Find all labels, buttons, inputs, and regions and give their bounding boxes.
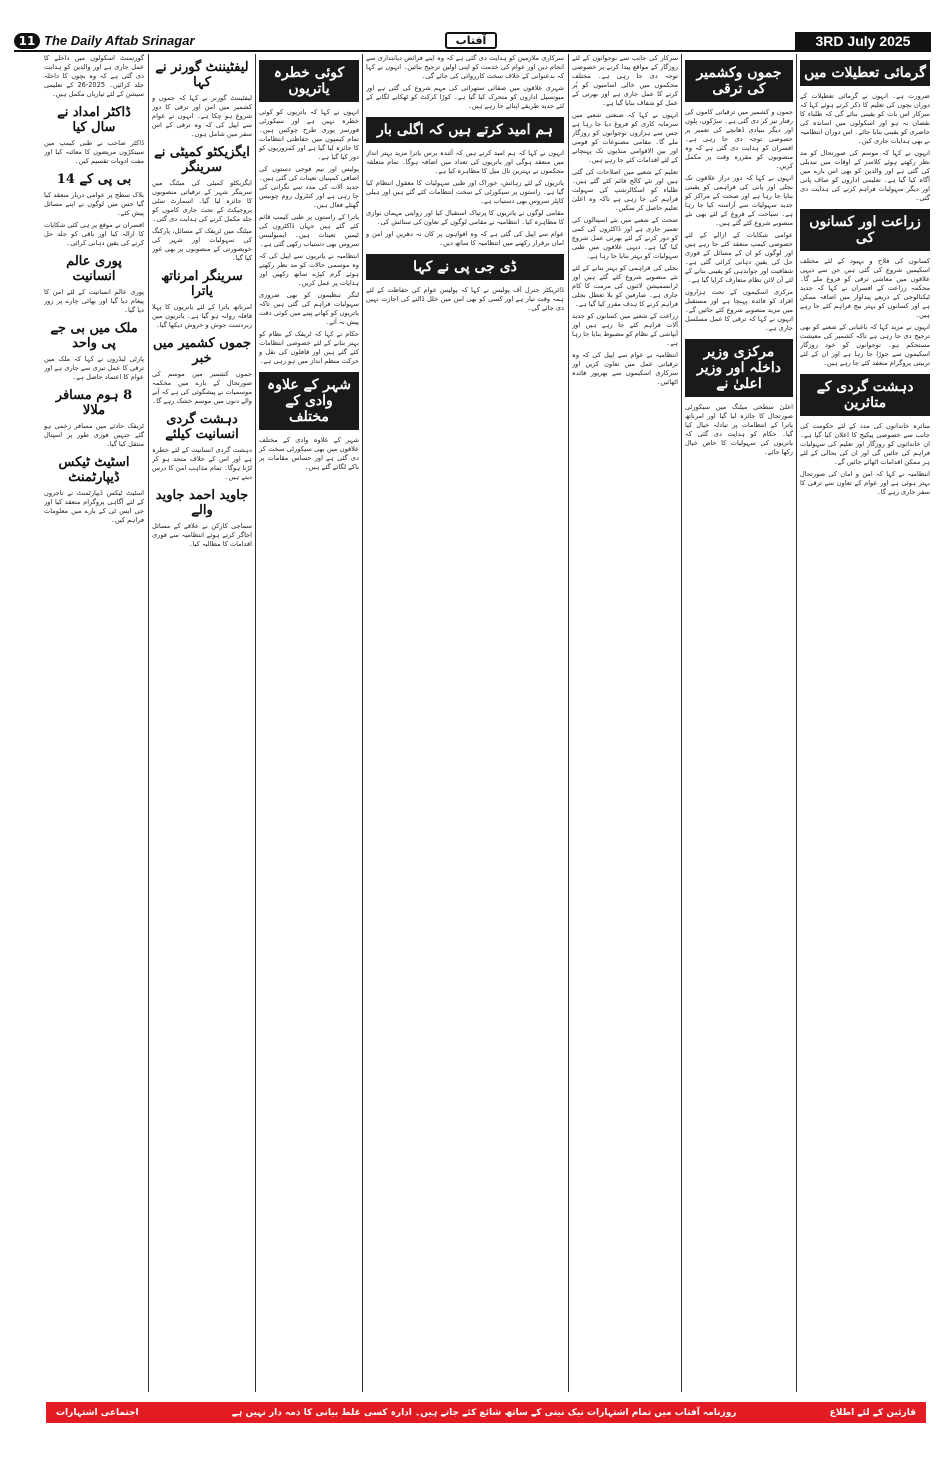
article-headline: کوئی خطرہ یاتریوں — [259, 60, 359, 102]
article-headline: دہشت گردی انسانیت کیلئے — [165, 412, 239, 442]
article-headline: ملک میں بی جے پی واحد — [50, 321, 138, 351]
column-4 — [366, 54, 564, 1392]
article-headline: لیفٹیننٹ گورنر نے کہا — [155, 60, 249, 90]
article-paragraph: انہوں نے کہا کہ موسم کی صورتحال کو مد نظر رکھتے ہوئے کلاسز کے اوقات میں تبدیلی کی گئی ہے اور والدین کو بھی اس بارے میں آگاہ کیا گیا ہے۔ تعلیمی اداروں کو صاف پانی اور دیگر سہولیات فراہم کرنے کی ہدایت دی گئی۔ — [800, 149, 930, 202]
article-paragraph: میٹنگ میں ٹریفک کے مسائل، پارکنگ کی سہولیات اور شہر کی خوبصورتی کے منصوبوں پر بھی غور کیا گیا۔ — [152, 227, 252, 262]
article-paragraph: مرکزی اسکیموں کے تحت ہزاروں افراد کو فائدہ پہنچا ہے اور مستقبل میں مزید منصوبے شروع کئے جائیں گے۔ انہوں نے کہا کہ ترقی کا عمل مسلسل جاری ہے۔ — [685, 288, 793, 332]
article-paragraph: سرکاری ملازمین کو ہدایت دی گئی ہے کہ وہ اپنے فرائض دیانتداری سے انجام دیں اور عوام کی خدمت کو اپنی اولین ترجیح بنائیں۔ انہوں نے کہا کہ بدعنوانی کے خلاف سخت کارروائی کی جائے گی۔ — [366, 54, 564, 80]
article-paragraph: زراعت کے شعبے میں کسانوں کو جدید آلات فراہم کئے جا رہے ہیں اور آبپاشی کے نظام کو مضبوط بنایا جا رہا ہے۔ — [572, 312, 678, 347]
column-3 — [572, 54, 678, 1392]
column-divider — [362, 54, 363, 1392]
bottom-notice-strip — [46, 1402, 926, 1423]
article-paragraph: لنگر تنظیموں کو بھی ضروری سہولیات فراہم کی گئی ہیں تاکہ یاتریوں کو کھانے پینے میں کوئی دقت پیش نہ آئے۔ — [259, 291, 359, 326]
column-5 — [259, 54, 359, 1392]
article-paragraph: انہوں نے کہا کہ ہم امید کرتے ہیں کہ آئندہ برس یاترا مزید بہتر انداز میں منعقد ہوگی اور یاتریوں کی تعداد میں اضافہ ہوگا۔ تمام متعلقہ محکموں نے بہترین تال میل کا مظاہرہ کیا ہے۔ — [366, 149, 564, 175]
article-headline: ڈی جی پی نے کہا — [366, 254, 564, 280]
article-headline: جموں وکشمیر کی ترقی — [685, 60, 793, 102]
article-paragraph: عوامی شکایات کے ازالے کے لئے خصوصی کیمپ منعقد کئے جا رہے ہیں اور لوگوں کو ان کے مسائل کے فوری حل کی یقین دہانی کرائی گئی ہے۔ شفافیت اور جوابدہی کو یقینی بنانے کے لئے آن لائن نظام متعارف کرایا گیا ہے۔ — [685, 231, 793, 284]
article-headline: ڈاکٹر امداد نے سال کیا — [57, 105, 131, 135]
article-paragraph: ڈاکٹر صاحب نے طبی کیمپ میں سینکڑوں مریضوں کا معائنہ کیا اور مفت ادویات تقسیم کیں۔ — [44, 139, 144, 165]
article-headline: مرکزی وزیر داخلہ اور وزیر اعلیٰ نے — [685, 339, 793, 397]
article-paragraph: یاترا کے راستوں پر طبی کیمپ قائم کئے گئے ہیں جہاں ڈاکٹروں کی ٹیمیں تعینات ہیں۔ ایمبولینس سروس بھی دستیاب رکھی گئی ہے۔ — [259, 213, 359, 248]
article-paragraph: ڈائریکٹر جنرل آف پولیس نے کہا کہ پولیس عوام کی حفاظت کے لئے ہمہ وقت تیار ہے اور کسی کو بھی امن میں خلل ڈالنے کی اجازت نہیں دی جائے گی۔ — [366, 286, 564, 312]
article-paragraph: صحت کے شعبے میں نئے اسپتالوں کی تعمیر جاری ہے اور ڈاکٹروں کی کمی کو دور کرنے کے لئے بھرتی عمل شروع کیا گیا ہے۔ دیہی علاقوں میں طبی سہولیات کو بہتر بنایا جا رہا ہے۔ — [572, 216, 678, 260]
article-headline: ایگزیکٹو کمیٹی نے سرینگر — [154, 145, 250, 175]
column-1 — [800, 54, 930, 1392]
article-paragraph: انتظامیہ نے یاتریوں سے اپیل کی کہ وہ موسمی حالات کو مد نظر رکھتے ہوئے گرم کپڑے ساتھ رکھیں اور ہدایات پر عمل کریں۔ — [259, 252, 359, 287]
column-divider — [255, 54, 256, 1392]
column-2 — [685, 54, 793, 1392]
article-paragraph: اعلیٰ سطحی میٹنگ میں سیکورٹی صورتحال کا جائزہ لیا گیا اور امرناتھ یاترا کے انتظامات پر تبادلہ خیال کیا گیا۔ حکام کو ہدایت دی گئی کہ یاتریوں کی سہولیات کا خاص خیال رکھا جائے۔ — [685, 403, 793, 456]
article-paragraph: شہر کے علاوہ وادی کے مختلف علاقوں میں بھی سیکورٹی سخت کر دی گئی ہے اور حساس مقامات پر ناکے لگائے گئے ہیں۔ — [259, 436, 359, 471]
article-headline: جموں کشمیر میں خبر — [152, 336, 252, 366]
article-headline: دہشت گردی کے متاثرین — [800, 374, 930, 416]
article-paragraph: یاتریوں کے لئے رہائش، خوراک اور طبی سہولیات کا معقول انتظام کیا گیا ہے۔ راستوں پر سیکورٹی کے سخت انتظامات کئے گئے ہیں اور ہیلی کاپٹر سروس بھی دستیاب ہے۔ — [366, 179, 564, 205]
article-headline: پوری عالم انسانیت — [66, 254, 122, 284]
article-headline: جاوید احمد جاوید والے — [155, 488, 249, 518]
column-divider — [796, 54, 797, 1392]
article-paragraph: عوام سے اپیل کی گئی ہے کہ وہ افواہوں پر کان نہ دھریں اور امن و امان برقرار رکھنے میں انتظامیہ کا ساتھ دیں۔ — [366, 230, 564, 247]
article-paragraph: انہوں نے کہا کہ صنعتی شعبے میں سرمایہ کاری کو فروغ دیا جا رہا ہے جس سے ہزاروں نوجوانوں کو روزگار ملے گا۔ مقامی مصنوعات کو قومی اور بین الاقوامی منڈیوں تک پہنچانے کے لئے اقدامات کئے جا رہے ہیں۔ — [572, 111, 678, 164]
article-paragraph: بلاک سطح پر عوامی دربار منعقد کیا گیا جس میں لوگوں نے اپنے مسائل پیش کئے۔ — [44, 191, 144, 217]
article-paragraph: پولیس اور نیم فوجی دستوں کی اضافی کمپنیاں تعینات کی گئی ہیں۔ جدید آلات کی مدد سے نگرانی کی جا رہی ہے اور کنٹرول روم چوبیس گھنٹے فعال ہیں۔ — [259, 165, 359, 209]
paper-name: The Daily Aftab Srinagar — [44, 33, 195, 48]
article-paragraph: انتظامیہ نے کہا کہ امن و امان کی صورتحال بہتر ہوئی ہے اور عوام کے تعاون سے ترقی کا سفر جاری رہے گا۔ — [800, 470, 930, 496]
article-paragraph: گورنمنٹ اسکولوں میں داخلے کا عمل جاری ہے اور والدین کو ہدایت دی گئی ہے کہ وہ بچوں کا داخلہ جلد کرائیں۔ 2025-26 کے تعلیمی سیشن کے لئے تیاریاں مکمل ہیں۔ — [44, 54, 144, 98]
article-headline: زراعت اور کسانوں کی — [800, 209, 930, 251]
article-paragraph: ٹریفک حادثے میں مسافر زخمی ہو گئے جنہیں فوری طور پر اسپتال منتقل کیا گیا۔ — [44, 422, 144, 448]
article-paragraph: شہری علاقوں میں صفائی ستھرائی کی مہم شروع کی گئی ہے اور میونسپل اداروں کو متحرک کیا گیا ہے۔ کوڑا کرکٹ کو ٹھکانے لگانے کے لئے جدید طریقے اپنائے جا رہے ہیں۔ — [366, 84, 564, 110]
article-paragraph: افسران نے موقع پر ہی کئی شکایات کا ازالہ کیا اور باقی کو جلد حل کرنے کی یقین دہانی کرائی۔ — [44, 221, 144, 247]
notice-text: روزنامہ آفتاب میں تمام اشتہارات نیک نیتی کے ساتھ شائع کئے جاتے ہیں۔ ادارہ کسی غلط بیانی کا ذمہ دار نہیں ہے — [231, 1407, 737, 1418]
article-paragraph: ایگزیکٹو کمیٹی کی میٹنگ میں سرینگر شہر کے ترقیاتی منصوبوں کا جائزہ لیا گیا۔ اسمارٹ سٹی پروجیکٹ کے تحت جاری کاموں کو جلد مکمل کرنے کی ہدایت دی گئی۔ — [152, 179, 252, 223]
column-7 — [44, 54, 144, 1392]
article-paragraph: جموں کشمیر میں موسم کی صورتحال کے بارے میں محکمہ موسمیات نے پیشگوئی کی ہے کہ آنے والے دنوں میں موسم خشک رہے گا۔ — [152, 370, 252, 405]
article-paragraph: تعلیم کے شعبے میں اصلاحات کی گئی ہیں اور نئے کالج قائم کئے گئے ہیں۔ طلباء کو اسکالرشپ کی سہولت فراہم کی جا رہی ہے تاکہ وہ اعلیٰ تعلیم حاصل کر سکیں۔ — [572, 168, 678, 212]
article-headline: شہر کے علاوہ وادی کے مختلف — [259, 372, 359, 430]
column-divider — [681, 54, 682, 1392]
article-paragraph: جموں و کشمیر میں ترقیاتی کاموں کی رفتار تیز کر دی گئی ہے۔ سڑکوں، پلوں اور دیگر بنیادی ڈھانچے کی تعمیر پر خصوصی توجہ دی جا رہی ہے۔ افسران کو ہدایت دی گئی ہے کہ وہ منصوبوں کو مقررہ وقت پر مکمل کریں۔ — [685, 108, 793, 170]
paper-logo: آفتاب — [445, 32, 497, 49]
article-paragraph: سرکار کی جانب سے نوجوانوں کے لئے روزگار کے مواقع پیدا کرنے پر خصوصی توجہ دی جا رہی ہے۔ مختلف محکموں میں خالی اسامیوں کو پُر کرنے کا عمل جاری ہے اور بھرتی کے عمل کو شفاف بنایا گیا ہے۔ — [572, 54, 678, 107]
article-paragraph: متاثرہ خاندانوں کی مدد کے لئے حکومت کی جانب سے خصوصی پیکیج کا اعلان کیا گیا ہے۔ ان خاندانوں کو روزگار اور تعلیم کی سہولیات فراہم کی جائیں گی اور ان کی بحالی کے لئے ہر ممکن اقدامات اٹھائے جائیں گے۔ — [800, 422, 930, 466]
article-headline: اسٹیٹ ٹیکس ڈیپارٹمنٹ — [58, 455, 130, 485]
article-paragraph: ضرورت ہے۔ انہوں نے گرمائی تعطیلات کے دوران بچوں کی تعلیم کا ذکر کرتے ہوئے کہا کہ سرکار اس بات کو یقینی بنائے گی کہ طلباء کا نقصان نہ ہو اور اسکولوں میں اساتذہ کی حاضری کو یقینی بنایا جائے۔ اس دوران انتظامیہ نے بھی ہدایات جاری کیں۔ — [800, 92, 930, 145]
article-paragraph: سماجی کارکن نے علاقے کے مسائل اجاگر کرتے ہوئے انتظامیہ سے فوری اقدامات کا مطالبہ کیا۔ — [152, 522, 252, 548]
issue-date: 3RD July 2025 — [795, 32, 931, 50]
article-paragraph: انتظامیہ نے عوام سے اپیل کی کہ وہ ترقیاتی عمل میں تعاون کریں اور سرکاری اسکیموں سے بھرپور فائدہ اٹھائیں۔ — [572, 351, 678, 386]
article-paragraph: لیفٹیننٹ گورنر نے کہا کہ جموں و کشمیر میں امن اور ترقی کا دور شروع ہو چکا ہے۔ انہوں نے عوام سے اپیل کی کہ وہ ترقی کے اس سفر میں شامل ہوں۔ — [152, 94, 252, 138]
notice-left-label: قارئین کے لئے اطلاع — [829, 1407, 916, 1418]
article-headline: 8 ہوم مسافر ملالا — [55, 388, 133, 418]
article-paragraph: دہشت گردی انسانیت کے لئے خطرہ ہے اور اس کے خلاف متحد ہو کر لڑنا ہوگا۔ تمام مذاہب امن کا درس دیتے ہیں۔ — [152, 446, 252, 481]
article-headline: بی پی کے 14 — [56, 172, 132, 187]
article-paragraph: امرناتھ یاترا کے لئے یاتریوں کا پہلا قافلہ روانہ ہو گیا ہے۔ یاتریوں میں زبردست جوش و خروش دیکھا گیا۔ — [152, 303, 252, 329]
article-paragraph: انہوں نے کہا کہ دور دراز علاقوں تک بجلی اور پانی کی فراہمی کو یقینی بنایا جا رہا ہے اور صحت کے مراکز کو جدید سہولیات سے آراستہ کیا جا رہا ہے۔ سیاحت کے فروغ کے لئے بھی نئے منصوبے شروع کئے گئے ہیں۔ — [685, 174, 793, 227]
article-paragraph: حکام نے کہا کہ ٹریفک کے نظام کو بہتر بنانے کے لئے خصوصی انتظامات کئے گئے ہیں اور قافلوں کی نقل و حرکت منظم انداز میں ہو رہی ہے۔ — [259, 330, 359, 365]
article-headline: سرینگر امرناتھ یاترا — [161, 269, 243, 299]
article-paragraph: انہوں نے کہا کہ یاتریوں کو کوئی خطرہ نہیں ہے اور سیکورٹی فورسز پوری طرح چوکس ہیں۔ تمام کیمپوں میں حفاظتی انتظامات کا جائزہ لیا گیا ہے اور کمزوریوں کو دور کیا گیا ہے۔ — [259, 108, 359, 161]
article-paragraph: پوری عالم انسانیت کے لئے امن کا پیغام دیا گیا اور بھائی چارے پر زور دیا گیا۔ — [44, 288, 144, 314]
article-paragraph: کسانوں کی فلاح و بہبود کے لئے مختلف اسکیمیں شروع کی گئی ہیں جن سے دیہی علاقوں میں معاشی ترقی کو فروغ ملے گا۔ محکمہ زراعت کے افسران نے کہا کہ جدید ٹیکنالوجی کے ذریعے پیداوار میں اضافہ ممکن ہے اور کسانوں کو بہتر بیج فراہم کئے جا رہے ہیں۔ — [800, 257, 930, 319]
article-paragraph: پارٹی لیڈروں نے کہا کہ ملک میں ترقی کا عمل تیزی سے جاری ہے اور عوام کا اعتماد حاصل ہے۔ — [44, 355, 144, 381]
column-divider — [568, 54, 569, 1392]
notice-right-label: اجتماعی اشتہارات — [56, 1407, 139, 1418]
article-paragraph: بجلی کی فراہمی کو بہتر بنانے کے لئے نئے منصوبے شروع کئے گئے ہیں اور ٹرانسمیشن لائنوں کی مرمت کا کام جاری ہے۔ صارفین کو بلا تعطل بجلی فراہم کرنے کا ہدف مقرر کیا گیا ہے۔ — [572, 264, 678, 308]
article-headline: ہم امید کرتے ہیں کہ اگلی بار — [366, 117, 564, 143]
article-paragraph: انہوں نے مزید کہا کہ باغبانی کے شعبے کو بھی ترجیح دی جا رہی ہے تاکہ کشمیر کی معیشت مستحکم ہو۔ نوجوانوں کو خود روزگار اسکیموں سے جوڑا جا رہا ہے اور ان کے لئے تربیتی پروگرام منعقد کئے جا رہے ہیں۔ — [800, 323, 930, 367]
article-paragraph: مقامی لوگوں نے یاتریوں کا پرتپاک استقبال کیا اور روایتی مہمان نوازی کا مظاہرہ کیا۔ انتظامیہ نے مقامی لوگوں کے تعاون کی ستائش کی۔ — [366, 209, 564, 226]
column-6 — [152, 54, 252, 1392]
page-number: 11 — [14, 33, 40, 49]
column-divider — [148, 54, 149, 1392]
masthead-bar — [0, 0, 945, 50]
masthead-rule — [14, 50, 931, 52]
article-paragraph: اسٹیٹ ٹیکس ڈیپارٹمنٹ نے تاجروں کے لئے آگاہی پروگرام منعقد کیا اور جی ایس ٹی کے بارے میں معلومات فراہم کیں۔ — [44, 489, 144, 524]
article-headline: گرمائی تعطیلات میں — [800, 60, 930, 86]
